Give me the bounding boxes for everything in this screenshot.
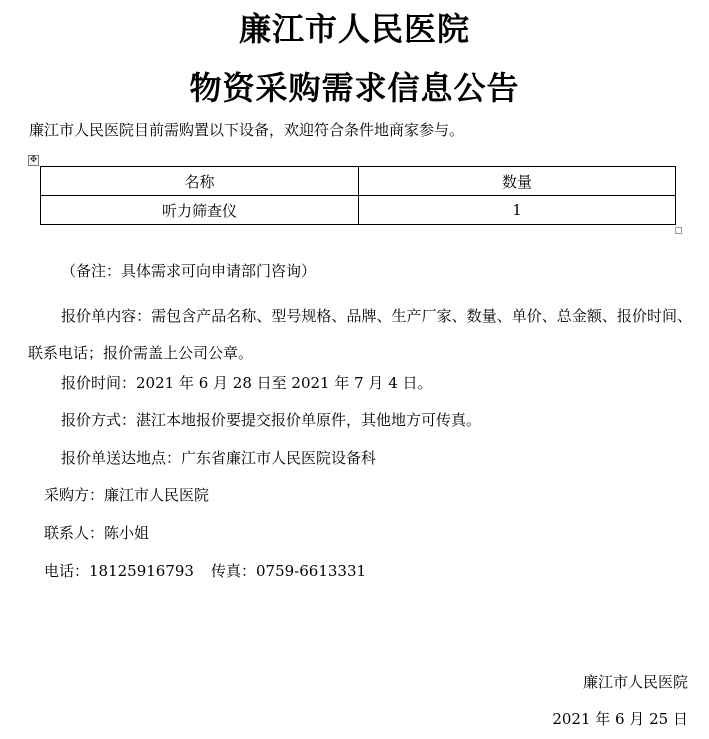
quote-time-text: 报价时间：2021 年 6 月 28 日至 2021 年 7 月 4 日。 xyxy=(61,374,433,392)
fax-text: 传真：0759-6613331 xyxy=(211,562,367,580)
table-move-handle-icon[interactable]: ✥ xyxy=(29,155,38,165)
signature-organization: 廉江市人民医院 xyxy=(582,673,688,691)
equipment-table xyxy=(40,166,676,225)
intro-text: 廉江市人民医院目前需购置以下设备，欢迎符合条件地商家参与。 xyxy=(29,121,465,139)
cell-item-quantity: 1 xyxy=(359,196,676,225)
document-title: 廉江市人民医院 xyxy=(238,10,470,48)
document-subtitle: 物资采购需求信息公告 xyxy=(189,69,520,107)
quote-content-paragraph: 报价单内容：需包含产品名称、型号规格、品牌、生产厂家、数量、单价、总金额、报价时间、联系电话；报价需盖上公司公章。 xyxy=(28,307,692,362)
phone-text: 电话：18125916793 xyxy=(44,562,194,580)
header-quantity: 数量 xyxy=(359,167,676,196)
table-header-row xyxy=(41,167,676,196)
signature-date: 2021 年 6 月 25 日 xyxy=(552,710,688,728)
header-name: 名称 xyxy=(41,167,359,196)
table-resize-handle[interactable] xyxy=(675,227,682,234)
delivery-location-text: 报价单送达地点：广东省廉江市人民医院设备科 xyxy=(61,449,377,467)
purchaser-text: 采购方：廉江市人民医院 xyxy=(44,486,210,504)
cell-item-name: 听力筛查仪 xyxy=(41,196,359,225)
table-row xyxy=(41,196,676,225)
contact-text: 联系人：陈小姐 xyxy=(44,524,150,542)
quote-method-text: 报价方式：湛江本地报价要提交报价单原件，其他地方可传真。 xyxy=(61,411,482,429)
note-text: （备注：具体需求可向申请部门咨询） xyxy=(61,262,317,280)
